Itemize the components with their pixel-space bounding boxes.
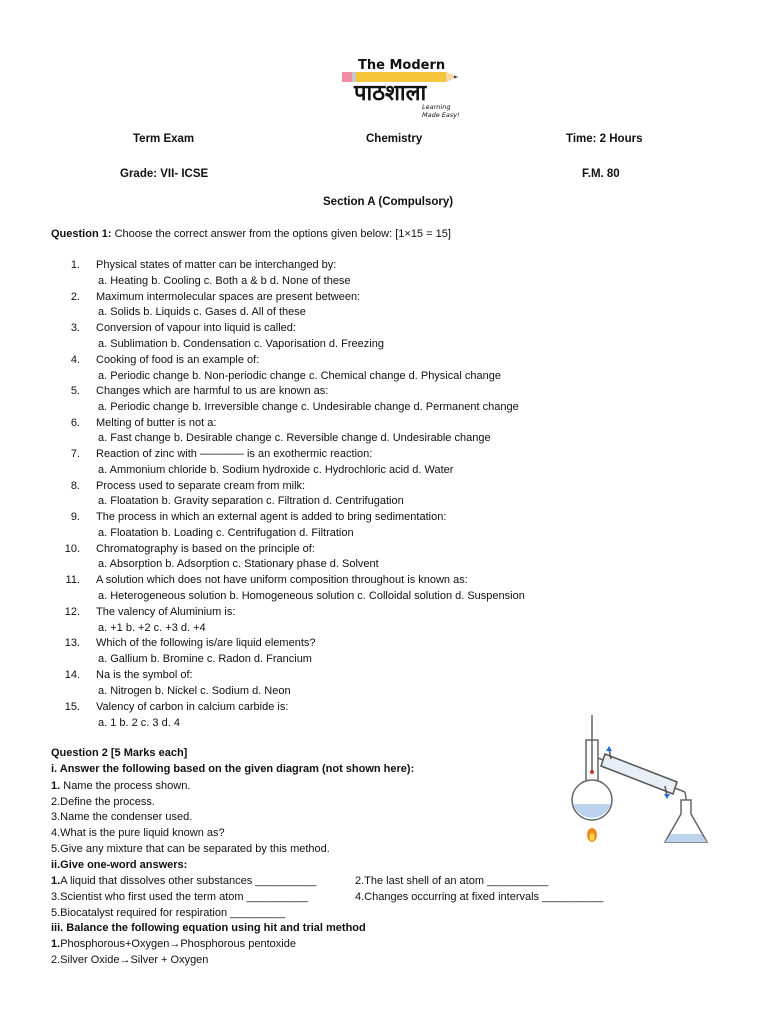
item-question: Cooking of food is an example of: — [96, 354, 260, 366]
item-question: Maximum intermolecular spaces are present between: — [96, 291, 361, 303]
part-2-item — [51, 875, 316, 887]
part-1-item: 5.Give any mixture that can be separated by this method. — [51, 843, 330, 855]
item-question: Reaction of zinc with ———— is an exothermic reaction: — [96, 448, 373, 460]
question-2-heading: Question 2 [5 Marks each] — [51, 747, 188, 759]
item-options: a. Heterogeneous solution b. Homogeneous solution c. Colloidal solution d. Suspension — [98, 590, 525, 602]
part-1-item: 3.Name the condenser used. — [51, 811, 193, 823]
item-options: a. +1 b. +2 c. +3 d. +4 — [98, 622, 206, 634]
item-options: a. Floatation b. Loading c. Centrifugation d. Filtration — [98, 527, 354, 539]
item-number: 4. — [70, 354, 80, 366]
item-options: a. Fast change b. Desirable change c. Reversible change d. Undesirable change — [98, 432, 491, 444]
part-1-heading: i. Answer the following based on the given diagram (not shown here): — [51, 763, 415, 775]
item-number: 10. — [64, 543, 80, 555]
item-options: a. Gallium b. Bromine c. Radon d. Francium — [98, 653, 312, 665]
item-options: a. 1 b. 2 c. 3 d. 4 — [98, 717, 180, 729]
item-options: a. Solids b. Liquids c. Gases d. All of these — [98, 306, 306, 318]
part-3-item: 2.Silver Oxide→Silver + Oxygen — [51, 954, 209, 966]
part-2-item: 5.Biocatalyst required for respiration _________ — [51, 907, 286, 919]
distillation-apparatus-illustration — [565, 710, 715, 850]
exam-name: Term Exam — [133, 133, 195, 145]
part-1-item — [51, 780, 190, 792]
item-number: 3. — [70, 322, 80, 334]
logo-hindi-name: पाठशाला — [354, 81, 427, 106]
item-number: 9. — [70, 511, 80, 523]
item-options: a. Sublimation b. Condensation c. Vaporisation d. Freezing — [98, 338, 384, 350]
subject-name: Chemistry — [366, 133, 423, 145]
exam-time: Time: 2 Hours — [566, 133, 643, 145]
item-options: a. Periodic change b. Irreversible change c. Undesirable change d. Permanent change — [98, 401, 519, 413]
part-1-item: 4.What is the pure liquid known as? — [51, 827, 225, 839]
conical-flask-icon — [665, 800, 707, 842]
part-2-item: 2.The last shell of an atom __________ — [355, 875, 549, 887]
item-number: 13. — [64, 637, 80, 649]
item-text: Phosphorous+Oxygen→Phosphorous pentoxide — [60, 938, 296, 950]
item-number: 5. — [70, 385, 80, 397]
question-1-heading — [51, 228, 451, 240]
item-options: a. Periodic change b. Non-periodic change c. Chemical change d. Physical change — [98, 370, 501, 382]
part-2-heading: ii.Give one-word answers: — [51, 859, 188, 871]
grade-label: Grade: VII- ICSE — [120, 168, 209, 180]
item-number: 12. — [64, 606, 80, 618]
item-options: a. Nitrogen b. Nickel c. Sodium d. Neon — [98, 685, 291, 697]
item-number: 1. — [51, 780, 61, 792]
item-options: a. Absorption b. Adsorption c. Stationary phase d. Solvent — [98, 558, 379, 570]
item-options: a. Ammonium chloride b. Sodium hydroxide c. Hydrochloric acid d. Water — [98, 464, 454, 476]
item-number: 14. — [64, 669, 80, 681]
item-question: Na is the symbol of: — [96, 669, 193, 681]
item-question: Chromatography is based on the principle of: — [96, 543, 315, 555]
section-title: Section A (Compulsory) — [323, 196, 454, 208]
item-question: Conversion of vapour into liquid is called: — [96, 322, 296, 334]
school-logo — [340, 52, 470, 119]
item-number: 11. — [65, 574, 80, 586]
item-question: Melting of butter is not a: — [96, 417, 217, 429]
item-number: 2. — [70, 291, 80, 303]
item-number: 7. — [70, 448, 80, 460]
item-number: 8. — [70, 480, 80, 492]
item-text: Name the process shown. — [60, 780, 191, 792]
part-2-item: 4.Changes occurring at fixed intervals __________ — [355, 891, 604, 903]
item-question: Process used to separate cream from milk: — [96, 480, 306, 492]
item-question: A solution which does not have uniform composition throughout is known as: — [96, 574, 468, 586]
item-number: 1. — [70, 259, 80, 271]
part-3-item — [51, 938, 296, 950]
part-3-heading: iii. Balance the following equation using hit and trial method — [51, 922, 366, 934]
logo-tagline: Learning Made Easy! — [422, 103, 460, 119]
item-options: a. Heating b. Cooling c. Both a & b d. None of these — [98, 275, 351, 287]
item-options: a. Floatation b. Gravity separation c. Filtration d. Centrifugation — [98, 495, 404, 507]
item-question: Valency of carbon in calcium carbide is: — [96, 701, 289, 713]
part-2-item: 3.Scientist who first used the term atom __________ — [51, 891, 308, 903]
item-number: 1. — [51, 875, 61, 887]
item-text: A liquid that dissolves other substances __________ — [60, 875, 317, 887]
question-1-label: Question 1: — [51, 228, 112, 240]
item-question: Changes which are harmful to us are known as: — [96, 385, 329, 397]
item-number: 6. — [70, 417, 80, 429]
logo-title: The Modern — [358, 58, 446, 73]
item-number: 1. — [51, 938, 61, 950]
item-question: Which of the following is/are liquid elements? — [96, 637, 316, 649]
item-question: The process in which an external agent is added to bring sedimentation: — [96, 511, 447, 523]
part-1-item: 2.Define the process. — [51, 796, 155, 808]
item-question: Physical states of matter can be interchanged by: — [96, 259, 337, 271]
question-1-instruction: Choose the correct answer from the options given below: [1×15 = 15] — [111, 228, 451, 240]
full-marks: F.M. 80 — [582, 168, 620, 180]
item-question: The valency of Aluminium is: — [96, 606, 236, 618]
item-number: 15. — [64, 701, 80, 713]
